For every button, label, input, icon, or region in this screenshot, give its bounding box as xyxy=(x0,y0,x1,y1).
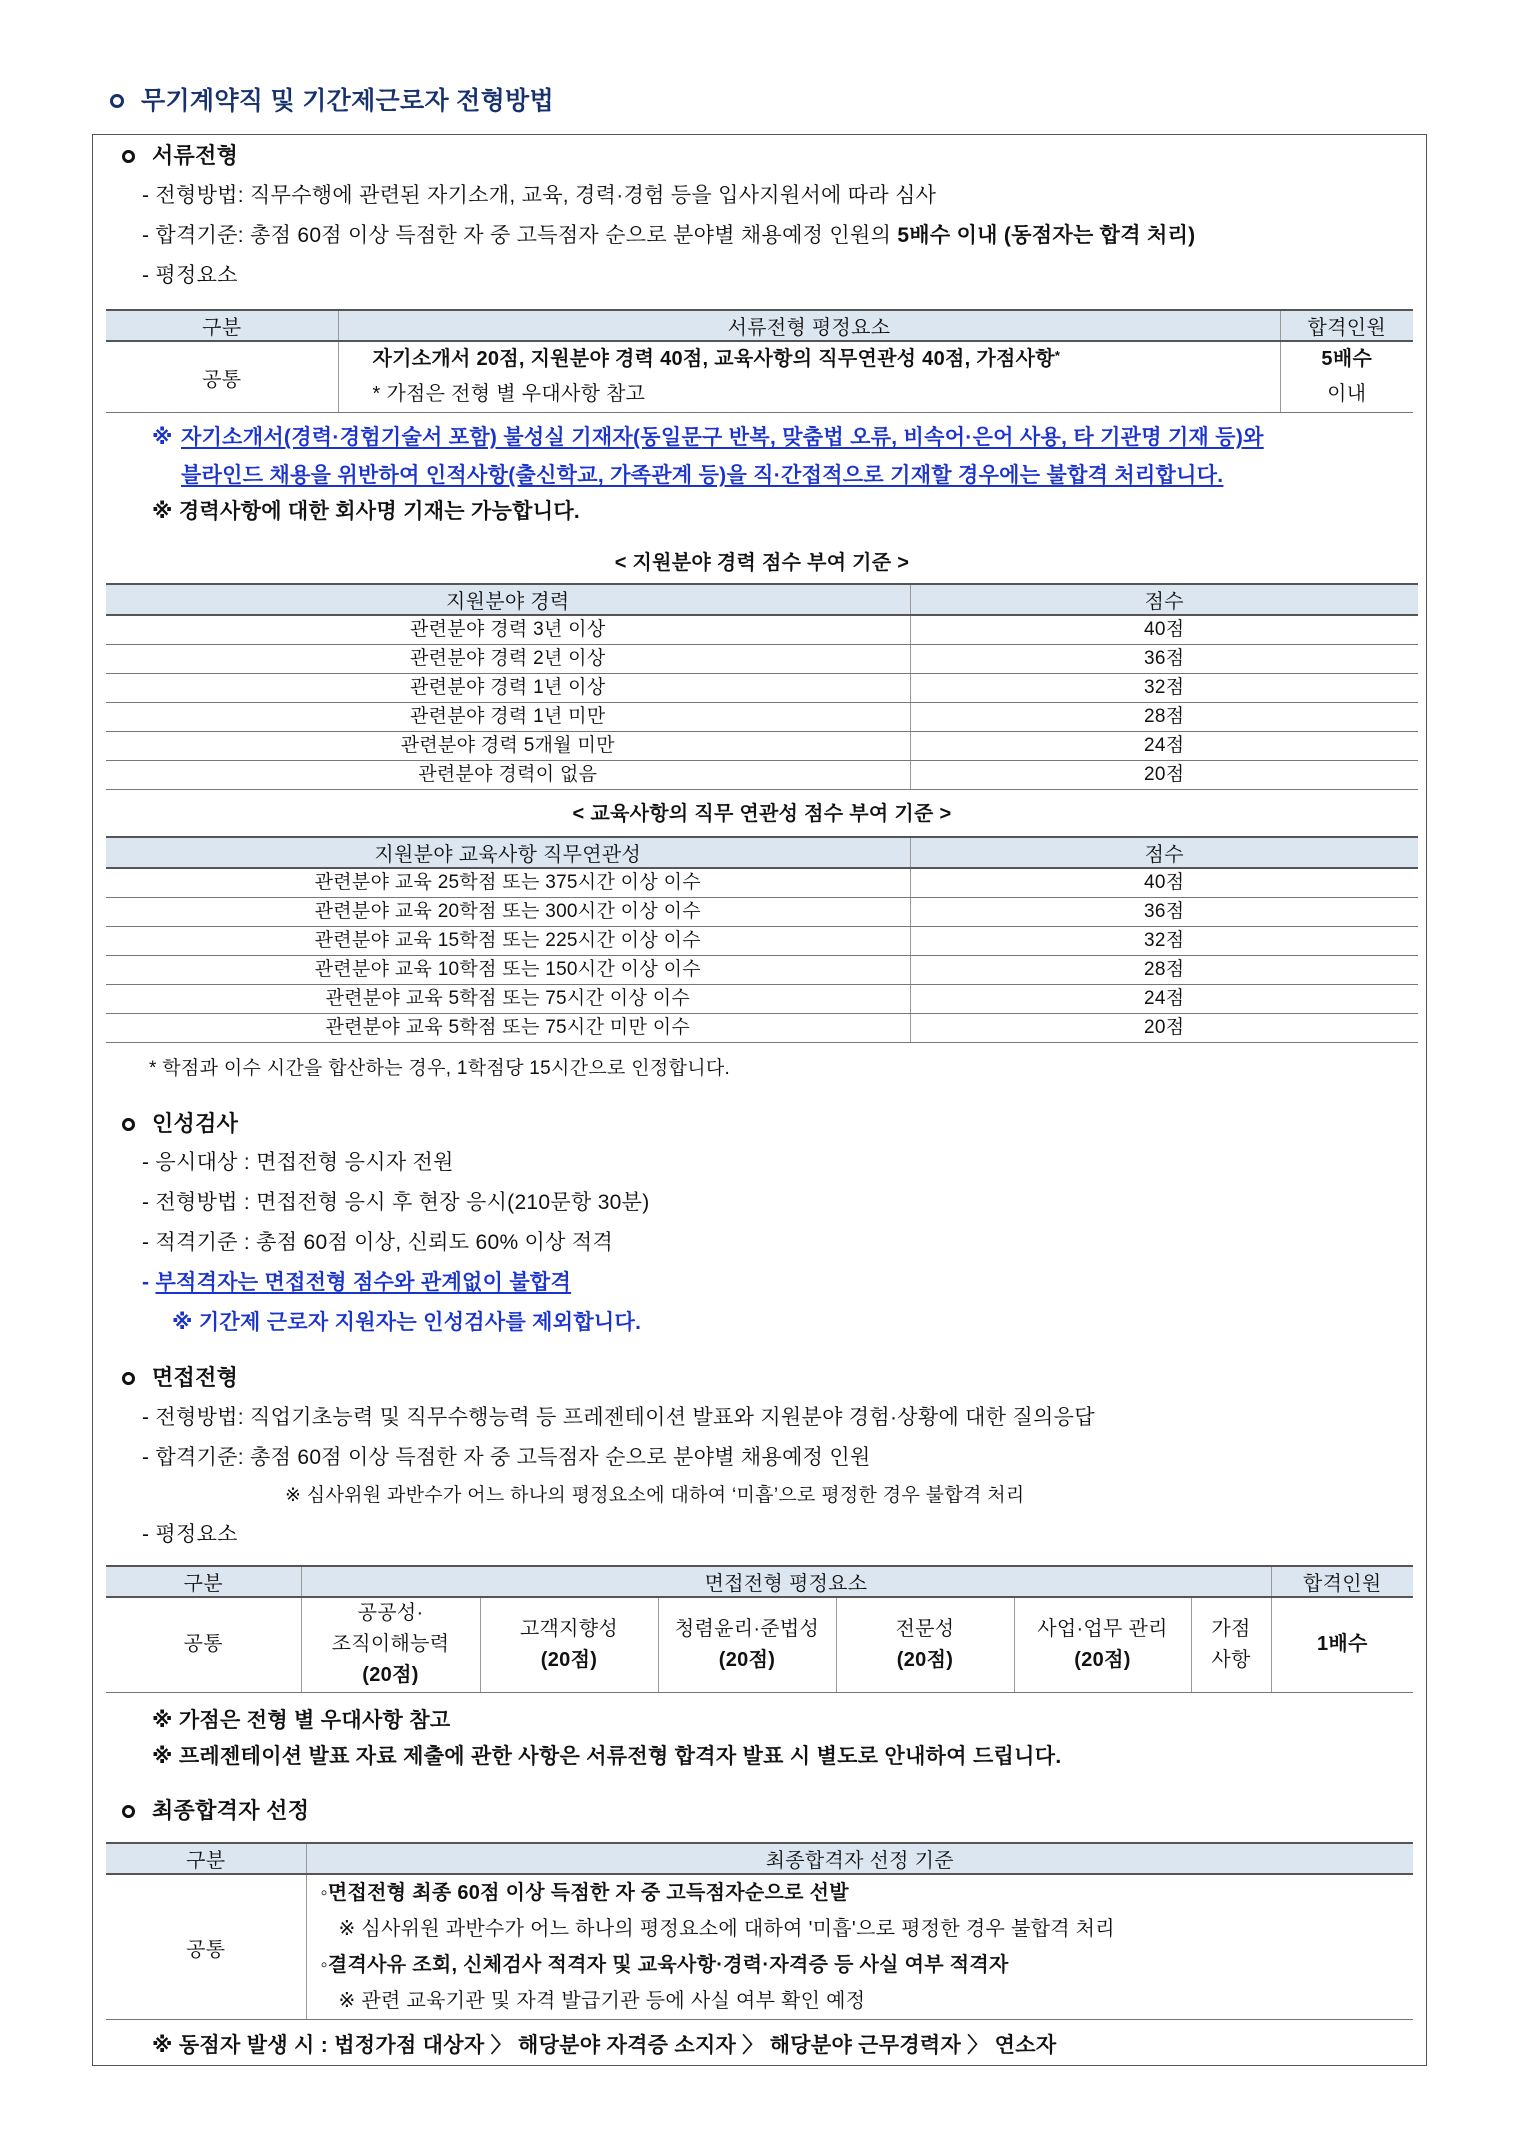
cell-criterion: 관련분야 교육 25학점 또는 375시간 이상 이수 xyxy=(106,868,910,897)
elements-note: * 가점은 전형 별 우대사항 참고 xyxy=(372,383,646,405)
cell-criterion: 관련분야 교육 15학점 또는 225시간 이상 이수 xyxy=(106,926,910,955)
criteria-line: ◦면접전형 최종 60점 이상 득점한 자 중 고득점자순으로 선발 xyxy=(320,1882,849,1904)
cell-criterion: 관련분야 경력 1년 미만 xyxy=(106,702,910,731)
criteria-line: ※ 관련 교육기관 및 자격 발급기관 등에 사실 여부 확인 예정 xyxy=(338,1990,866,2012)
cell-category: 공통 xyxy=(106,1874,306,2020)
table-row xyxy=(106,868,1418,897)
bonus-line: 가점 xyxy=(1211,1617,1251,1640)
personality-exemption-note: ※ 기간제 근로자 지원자는 인성검사를 제외합니다. xyxy=(172,1311,642,1334)
cell-element-expertise xyxy=(836,1597,1014,1692)
disqualify-dash: - xyxy=(142,1271,150,1294)
table-header-row xyxy=(106,310,1413,341)
page-title: 무기계약직 및 기간제근로자 전형방법 xyxy=(141,87,554,115)
element-name: 공공성· xyxy=(357,1602,424,1625)
table-header-row xyxy=(106,1566,1413,1597)
education-footnote: * 학점과 이수 시간을 합산하는 경우, 1학점당 15시간으로 인정합니다. xyxy=(149,1058,731,1079)
cell-bonus xyxy=(1191,1597,1271,1692)
table-row xyxy=(106,731,1418,760)
section-heading-document-screening: 서류전형 xyxy=(152,143,239,168)
cell-element-customer-orientation xyxy=(480,1597,658,1692)
cell-category: 공통 xyxy=(106,341,338,413)
career-table-caption: < 지원분야 경력 점수 부여 기준 > xyxy=(614,552,910,574)
header-quota: 합격인원 xyxy=(1280,310,1413,341)
table-row xyxy=(106,955,1418,984)
final-selection-table xyxy=(106,1842,1413,2020)
header-elements: 면접전형 평정요소 xyxy=(301,1566,1271,1597)
document-screening-elements-label: - 평정요소 xyxy=(142,264,238,287)
warning-mark: ※ xyxy=(152,426,173,449)
interview-method: - 전형방법: 직업기초능력 및 직무수행능력 등 프레젠테이션 발표와 지원분야 경험·상황에 대한 질의응답 xyxy=(142,1406,1095,1429)
cell-criterion: 관련분야 교육 5학점 또는 75시간 이상 이수 xyxy=(106,984,910,1013)
interview-criteria: - 합격기준: 총점 60점 이상 득점한 자 중 고득점자 순으로 분야별 채용예정 인원 xyxy=(142,1446,871,1469)
cell-score: 28점 xyxy=(910,702,1418,731)
header-criterion: 지원분야 교육사항 직무연관성 xyxy=(106,837,910,868)
cell-element-integrity xyxy=(658,1597,836,1692)
cell-elements xyxy=(338,341,1280,413)
table-row xyxy=(106,1874,1413,2020)
cell-criterion: 관련분야 경력 2년 이상 xyxy=(106,644,910,673)
table-row xyxy=(106,673,1418,702)
cell-quota: 1배수 xyxy=(1271,1597,1413,1692)
interview-note: ※ 프레젠테이션 발표 자료 제출에 관한 사항은 서류전형 합격자 발표 시 별도로 안내하여 드립니다. xyxy=(152,1745,1062,1768)
element-name: 전문성 xyxy=(895,1617,955,1640)
cell-score: 36점 xyxy=(910,644,1418,673)
table-row xyxy=(106,615,1418,644)
table-row xyxy=(106,897,1418,926)
element-name: 조직이해능력 xyxy=(331,1633,450,1656)
table-header-row xyxy=(106,837,1418,868)
personality-disqualify xyxy=(142,1268,571,1298)
cell-element-project-management xyxy=(1014,1597,1191,1692)
cell-score: 20점 xyxy=(910,1013,1418,1042)
quota-line2: 이내 xyxy=(1327,383,1367,405)
cell-score: 32점 xyxy=(910,926,1418,955)
cell-criterion: 관련분야 경력 1년 이상 xyxy=(106,673,910,702)
cell-criterion: 관련분야 경력이 없음 xyxy=(106,760,910,789)
table-row xyxy=(106,644,1418,673)
cell-score: 24점 xyxy=(910,731,1418,760)
interview-table xyxy=(106,1565,1413,1693)
header-category: 구분 xyxy=(106,310,338,341)
elements-main-text: 자기소개서 20점, 지원분야 경력 40점, 교육사항의 직무연관성 40점, 가점사항 xyxy=(372,348,1055,370)
personality-target: - 응시대상 : 면접전형 응시자 전원 xyxy=(142,1151,454,1174)
table-row xyxy=(106,760,1418,789)
header-score: 점수 xyxy=(910,584,1418,615)
tie-note: ※ 동점자 발생 시 : 법정가점 대상자 〉 해당분야 자격증 소지자 〉 해당분야 근무경력자 〉 연소자 xyxy=(152,2034,1057,2057)
element-score: (20점) xyxy=(896,1648,954,1671)
disqualify-text: 부적격자는 면접전형 점수와 관계없이 불합격 xyxy=(155,1271,572,1294)
section-bullet-icon xyxy=(122,1372,135,1385)
element-score: (20점) xyxy=(540,1648,598,1671)
cell-score: 36점 xyxy=(910,897,1418,926)
quota-line1: 5배수 xyxy=(1321,348,1373,370)
element-score: (20점) xyxy=(718,1648,776,1671)
table-row xyxy=(106,702,1418,731)
cell-score: 40점 xyxy=(910,615,1418,644)
section-bullet-icon xyxy=(122,1118,135,1131)
warning-line1: 자기소개서(경력·경험기술서 포함) 불성실 기재자(동일문구 반복, 맞춤법 오류, 비속어·은어 사용, 타 기관명 기재 등)와 xyxy=(181,426,1264,449)
table-row xyxy=(106,341,1413,413)
cell-element-public-spirit xyxy=(301,1597,480,1692)
warning-line2: 블라인드 채용을 위반하여 인적사항(출신학교, 가족관계 등)을 직·간접적으로 기재할 경우에는 불합격 처리합니다. xyxy=(181,464,1224,487)
cell-score: 40점 xyxy=(910,868,1418,897)
header-category: 구분 xyxy=(106,1843,306,1874)
section-heading-interview: 면접전형 xyxy=(152,1365,239,1390)
criteria-emphasis: 5배수 이내 (동점자는 합격 처리) xyxy=(897,224,1196,247)
table-row xyxy=(106,1013,1418,1042)
element-name: 청렴윤리·준법성 xyxy=(674,1617,820,1640)
header-criterion: 지원분야 경력 xyxy=(106,584,910,615)
interview-elements-label: - 평정요소 xyxy=(142,1523,238,1546)
cell-criterion: 관련분야 경력 5개월 미만 xyxy=(106,731,910,760)
cell-criterion: 관련분야 교육 20학점 또는 300시간 이상 이수 xyxy=(106,897,910,926)
document-screening-method: - 전형방법: 직무수행에 관련된 자기소개, 교육, 경력·경험 등을 입사지원서에 따라 심사 xyxy=(142,184,937,207)
section-bullet-icon xyxy=(122,150,135,163)
personality-method: - 전형방법 : 면접전형 응시 후 현장 응시(210문항 30분) xyxy=(142,1191,650,1214)
criteria-line: ◦결격사유 조회, 신체검사 적격자 및 교육사항·경력·자격증 등 사실 여부 적격자 xyxy=(320,1954,1009,1976)
element-score: (20점) xyxy=(362,1664,419,1687)
table-header-row xyxy=(106,584,1418,615)
education-table-caption: < 교육사항의 직무 연관성 점수 부여 기준 > xyxy=(572,803,952,825)
header-elements: 서류전형 평정요소 xyxy=(338,310,1280,341)
cell-criterion: 관련분야 경력 3년 이상 xyxy=(106,615,910,644)
elements-mark: * xyxy=(1054,348,1061,363)
interview-criteria-note: ※ 심사위원 과반수가 어느 하나의 평정요소에 대하여 ‘미흡’으로 평정한 경우 불합격 처리 xyxy=(285,1485,1025,1506)
header-category: 구분 xyxy=(106,1566,301,1597)
element-name: 고객지향성 xyxy=(519,1617,619,1640)
table-row xyxy=(106,926,1418,955)
section-heading-personality-test: 인성검사 xyxy=(152,1111,239,1136)
education-score-table xyxy=(106,836,1418,1043)
cell-criterion: 관련분야 교육 5학점 또는 75시간 미만 이수 xyxy=(106,1013,910,1042)
table-row xyxy=(106,1597,1413,1692)
cell-criterion: 관련분야 교육 10학점 또는 150시간 이상 이수 xyxy=(106,955,910,984)
table-header-row xyxy=(106,1843,1413,1874)
document-screening-table xyxy=(106,309,1413,413)
elements-main xyxy=(373,342,1280,377)
cell-score: 24점 xyxy=(910,984,1418,1013)
header-quota: 합격인원 xyxy=(1271,1566,1413,1597)
cell-criteria xyxy=(306,1874,1413,2020)
cell-category: 공통 xyxy=(106,1597,301,1692)
criteria-text: - 합격기준: 총점 60점 이상 득점한 자 중 고득점자 순으로 분야별 채용예정 인원의 xyxy=(142,224,898,247)
personality-criteria: - 적격기준 : 총점 60점 이상, 신뢰도 60% 이상 적격 xyxy=(142,1231,614,1254)
table-row xyxy=(106,984,1418,1013)
title-bullet-icon xyxy=(110,94,124,108)
element-name: 사업·업무 관리 xyxy=(1037,1617,1168,1640)
interview-note: ※ 가점은 전형 별 우대사항 참고 xyxy=(152,1709,451,1732)
section-bullet-icon xyxy=(122,1805,135,1818)
header-score: 점수 xyxy=(910,837,1418,868)
cell-score: 32점 xyxy=(910,673,1418,702)
bonus-line: 사항 xyxy=(1211,1648,1251,1671)
element-score: (20점) xyxy=(1074,1648,1131,1671)
company-note: ※ 경력사항에 대한 회사명 기재는 가능합니다. xyxy=(152,500,581,523)
cell-score: 28점 xyxy=(910,955,1418,984)
criteria-line: ※ 심사위원 과반수가 어느 하나의 평정요소에 대하여 '미흡'으로 평정한 경우 불합격 처리 xyxy=(338,1918,1115,1940)
cell-score: 20점 xyxy=(910,760,1418,789)
header-criteria: 최종합격자 선정 기준 xyxy=(306,1843,1413,1874)
career-score-table xyxy=(106,583,1418,790)
section-heading-final-selection: 최종합격자 선정 xyxy=(152,1798,310,1823)
document-screening-criteria xyxy=(142,221,1195,251)
cell-quota xyxy=(1280,341,1413,413)
